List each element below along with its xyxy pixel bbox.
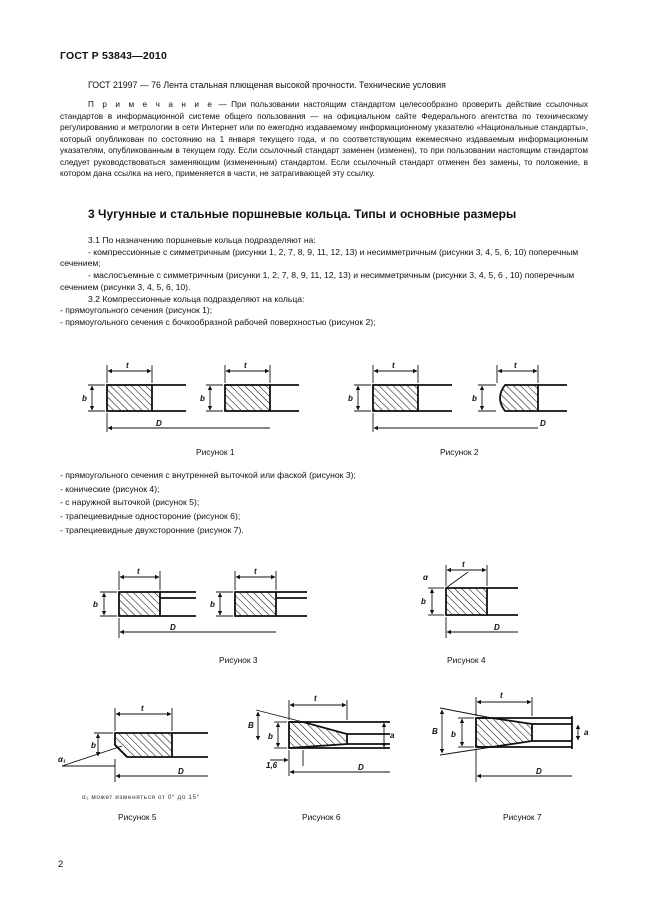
dim-label: 1,6 bbox=[266, 761, 278, 770]
dim-label: b bbox=[348, 394, 353, 403]
dim-label: b bbox=[93, 600, 98, 609]
dim-label: b bbox=[200, 394, 205, 403]
dim-label: D bbox=[494, 623, 500, 632]
page-header: ГОСТ Р 53843—2010 bbox=[60, 50, 168, 62]
figure-5 bbox=[62, 708, 208, 782]
page-number: 2 bbox=[58, 859, 64, 870]
dim-label: B bbox=[432, 727, 438, 736]
dim-label: t bbox=[141, 704, 144, 713]
list-item: - конические (рисунок 4); bbox=[60, 483, 160, 494]
figure-2 bbox=[354, 365, 567, 432]
dim-label: D bbox=[170, 623, 176, 632]
reference-gost-21997: ГОСТ 21997 — 76 Лента стальная плющеная высокой прочности. Технические условия bbox=[88, 80, 446, 90]
dim-label: t bbox=[137, 567, 140, 576]
para-3-2-rect: - прямоугольного сечения (рисунок 1); bbox=[60, 305, 213, 316]
section-title: 3 Чугунные и стальные поршневые кольца. Типы и основные размеры bbox=[88, 207, 517, 221]
fig2-left-section bbox=[354, 365, 452, 432]
caption-figure-7: Рисунок 7 bbox=[503, 812, 542, 822]
dim-label: D bbox=[358, 763, 364, 772]
fig1-right-section bbox=[206, 365, 299, 411]
dim-label: t bbox=[244, 361, 247, 370]
dim-label: t bbox=[392, 361, 395, 370]
para-3-2-barrel: - прямоугольного сечения с бочкообразной рабочей поверхностью (рисунок 2); bbox=[60, 316, 376, 327]
figure-3 bbox=[100, 571, 307, 638]
fig2-right-section bbox=[478, 365, 567, 411]
dim-label: t bbox=[514, 361, 517, 370]
dim-label: a bbox=[584, 728, 589, 737]
figure-7 bbox=[440, 697, 578, 782]
dim-label: α bbox=[423, 573, 428, 582]
caption-figure-1: Рисунок 1 bbox=[196, 447, 235, 457]
dim-label: t bbox=[126, 361, 129, 370]
caption-figure-5: Рисунок 5 bbox=[118, 812, 157, 822]
list-item: - трапециевидные двухсторонние (рисунок 7). bbox=[60, 524, 244, 535]
dim-label: D bbox=[156, 419, 162, 428]
dim-label: t bbox=[254, 567, 257, 576]
caption-figure-3: Рисунок 3 bbox=[219, 655, 258, 665]
para-3-2: 3.2 Компрессионные кольца подразделяют на кольца: bbox=[88, 293, 305, 304]
caption-figure-2: Рисунок 2 bbox=[440, 447, 479, 457]
caption-figure-4: Рисунок 4 bbox=[447, 655, 486, 665]
dim-label: b bbox=[472, 394, 477, 403]
dim-label: b bbox=[82, 394, 87, 403]
dim-label: t bbox=[500, 691, 503, 700]
figure-1 bbox=[88, 365, 299, 432]
figure-4 bbox=[428, 565, 518, 638]
dim-label: b bbox=[421, 597, 426, 606]
dim-label: B bbox=[248, 721, 254, 730]
fig1-left-section bbox=[88, 365, 186, 432]
para-3-1-compression: - компрессионные с симметричным (рисунки 1, 2, 7, 8, 9, 11, 12, 13) и несимметричным (рисунки 3, 4, 5, 6, 10) поперечным сечением; bbox=[60, 246, 579, 269]
dim-label: t bbox=[314, 694, 317, 703]
list-item: - прямоугольного сечения с внутренней выточкой или фаской (рисунок 3); bbox=[60, 470, 356, 480]
dim-label: α₁ bbox=[58, 755, 66, 764]
dim-label: b bbox=[91, 741, 96, 750]
dim-label: b bbox=[268, 732, 273, 741]
dim-label: t bbox=[462, 560, 465, 569]
dim-label: b bbox=[210, 600, 215, 609]
alpha1-footnote: α₁ может изменяться от 0° до 15° bbox=[82, 794, 200, 801]
note-label: П р и м е ч а н и е bbox=[88, 100, 214, 109]
dim-label: D bbox=[540, 419, 546, 428]
list-item: - трапециевидные одностороние (рисунок 6); bbox=[60, 511, 241, 522]
para-3-1-oil: - маслосъемные с симметричным (рисунки 1, 2, 7, 8, 9, 11, 12, 13) и несимметричным (рисунки 3, 4, 5, 6 , 10) поперечным сечением (рисунки 3, 4, 5, 6, 10). bbox=[60, 270, 575, 292]
caption-figure-6: Рисунок 6 bbox=[302, 812, 341, 822]
dim-label: D bbox=[536, 767, 542, 776]
dim-label: D bbox=[178, 767, 184, 776]
dim-label: b bbox=[451, 730, 456, 739]
dim-label: a bbox=[390, 731, 395, 740]
list-item: - с наружной выточкой (рисунок 5); bbox=[60, 497, 200, 508]
para-3-1: 3.1 По назначению поршневые кольца подразделяют на: bbox=[88, 235, 316, 245]
note-text: — При пользовании настоящим стандартом целесообразно проверить действие ссылочных стандартов в информационной системе общего пользования — на официальном сайте Федерального агентства по техническому регулированию и метрологии в сети Интернет или по ежегодно издаваемому информационному указателю «Национальные стандарты», который опубликован по состоянию на 1 января текущего года, и по соответствующим ежемесячно издаваемым информационным указателям, опубликованным в текущем году. Если ссылочный стандарт заменен (изменен), то при пользовании настоящим стандартом следует руководствоваться заменяющим (измененным) стандартом. Если ссылочный стандарт отменен без замены, то положение, в котором дана ссылка на него, применяется в части, не затрагивающей эту ссылку. bbox=[60, 100, 588, 178]
